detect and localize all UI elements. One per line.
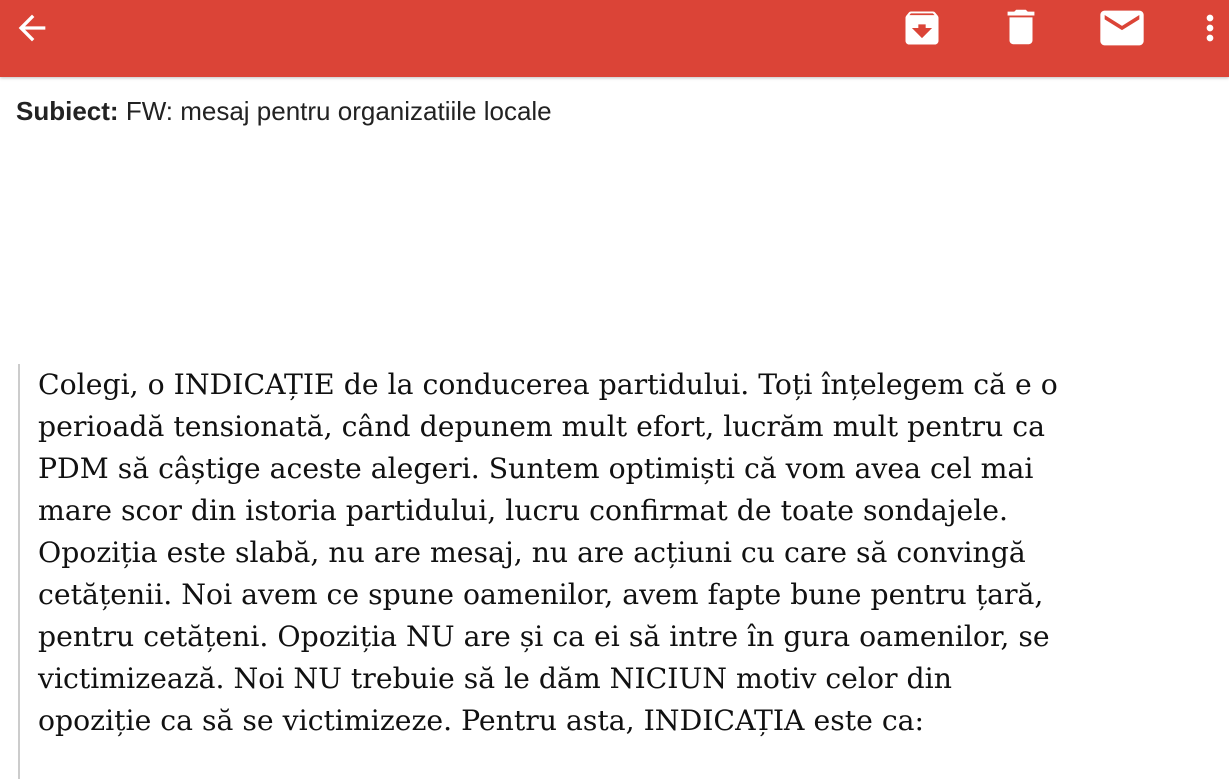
body-line: PDM să câștige aceste alegeri. Suntem optimiști că vom avea cel mai	[38, 452, 1034, 485]
body-line: pentru cetățeni. Opoziția NU are și ca ei să intre în gura oamenilor, se	[38, 620, 1050, 653]
body-line: perioadă tensionată, când depunem mult efort, lucrăm mult pentru ca	[38, 410, 1045, 443]
trash-icon[interactable]	[998, 4, 1044, 50]
back-arrow-icon[interactable]	[12, 8, 52, 48]
email-body	[38, 364, 1229, 742]
subject-value: FW: mesaj pentru organizatiile locale	[125, 96, 552, 126]
body-line: Opoziția este slabă, nu are mesaj, nu are acțiuni cu care să convingă	[38, 536, 1026, 569]
body-line: mare scor din istoria partidului, lucru confirmat de toate sondajele.	[38, 494, 1009, 527]
body-line: victimizează. Noi NU trebuie să le dăm NICIUN motiv celor din	[38, 662, 952, 695]
body-line: Colegi, o INDICAȚIE de la conducerea partidului. Toți înțelegem că e o	[38, 368, 1058, 401]
subject-label: Subiect:	[16, 96, 119, 126]
archive-icon[interactable]	[900, 6, 944, 50]
body-line: cetățenii. Noi avem ce spune oamenilor, avem fapte bune pentru țară,	[38, 578, 1044, 611]
app-toolbar	[0, 0, 1229, 77]
more-vertical-icon[interactable]	[1190, 6, 1229, 50]
mail-icon[interactable]	[1096, 2, 1148, 54]
body-line: opoziție ca să se victimizeze. Pentru asta, INDICAȚIA este ca:	[38, 704, 925, 737]
email-subject	[16, 96, 552, 127]
